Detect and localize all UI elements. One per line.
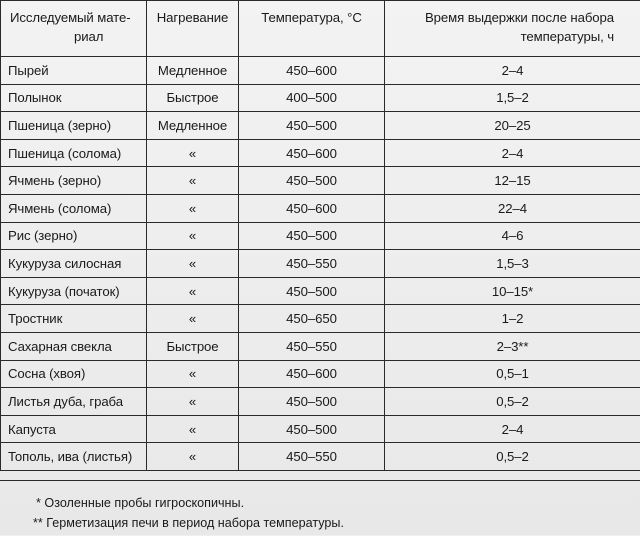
header-hold-line1: Время выдержки после набора [385, 8, 614, 27]
cell-temperature: 450–600 [239, 139, 385, 167]
table-row [1, 332, 640, 360]
cell-heating: Быстрое [147, 84, 239, 112]
table-row [1, 415, 640, 443]
cell-temperature: 450–600 [239, 57, 385, 85]
table-row [1, 443, 640, 471]
cell-temperature: 450–650 [239, 305, 385, 333]
table-row [1, 112, 640, 140]
cell-material: Кукуруза силосная [1, 250, 147, 278]
cell-heating: Быстрое [147, 332, 239, 360]
cell-temperature: 450–550 [239, 443, 385, 471]
cell-hold-time: 0,5–2 [385, 388, 640, 416]
cell-material: Тополь, ива (листья) [1, 443, 147, 471]
table-row [1, 194, 640, 222]
footnotes [0, 480, 640, 536]
footnote-sealing: ** Герметизация печи в период набора температуры. [33, 516, 344, 530]
cell-heating: « [147, 360, 239, 388]
header-material [1, 1, 147, 57]
cell-hold-time: 4–6 [385, 222, 640, 250]
table-body [1, 57, 640, 471]
header-hold-time [385, 1, 640, 57]
cell-heating: « [147, 277, 239, 305]
cell-temperature: 450–550 [239, 332, 385, 360]
header-material-line2: риал [10, 27, 146, 46]
table-row [1, 305, 640, 333]
cell-hold-time: 1,5–2 [385, 84, 640, 112]
cell-material: Кукуруза (початок) [1, 277, 147, 305]
cell-heating: « [147, 388, 239, 416]
header-temperature: Температура, °С [239, 1, 385, 57]
cell-material: Рис (зерно) [1, 222, 147, 250]
cell-heating: « [147, 443, 239, 471]
table-row [1, 360, 640, 388]
cell-hold-time: 2–4 [385, 57, 640, 85]
cell-heating: Медленное [147, 57, 239, 85]
cell-material: Пшеница (зерно) [1, 112, 147, 140]
cell-heating: « [147, 305, 239, 333]
cell-temperature: 450–600 [239, 194, 385, 222]
cell-heating: Медленное [147, 112, 239, 140]
cell-temperature: 450–500 [239, 388, 385, 416]
table-row [1, 250, 640, 278]
header-material-line1: Исследуемый мате- [10, 8, 146, 27]
cell-heating: « [147, 194, 239, 222]
cell-material: Пшеница (солома) [1, 139, 147, 167]
cell-temperature: 450–500 [239, 277, 385, 305]
header-hold-line2: температуры, ч [385, 27, 614, 46]
cell-temperature: 450–500 [239, 167, 385, 195]
cell-heating: « [147, 167, 239, 195]
cell-hold-time: 0,5–2 [385, 443, 640, 471]
cell-hold-time: 22–4 [385, 194, 640, 222]
cell-hold-time: 12–15 [385, 167, 640, 195]
cell-material: Листья дуба, граба [1, 388, 147, 416]
table-row [1, 57, 640, 85]
cell-temperature: 450–600 [239, 360, 385, 388]
table-row [1, 222, 640, 250]
cell-temperature: 400–500 [239, 84, 385, 112]
cell-temperature: 450–550 [239, 250, 385, 278]
cell-heating: « [147, 250, 239, 278]
cell-hold-time: 0,5–1 [385, 360, 640, 388]
cell-material: Тростник [1, 305, 147, 333]
cell-material: Пырей [1, 57, 147, 85]
cell-temperature: 450–500 [239, 222, 385, 250]
cell-hold-time: 1–2 [385, 305, 640, 333]
table-header-row [1, 1, 640, 57]
table-row [1, 139, 640, 167]
table-row [1, 277, 640, 305]
table-row [1, 84, 640, 112]
table-row [1, 388, 640, 416]
cell-heating: « [147, 415, 239, 443]
cell-material: Ячмень (солома) [1, 194, 147, 222]
cell-hold-time: 10–15* [385, 277, 640, 305]
footnote-hygroscopic: * Озоленные пробы гигроскопичны. [36, 496, 244, 510]
cell-material: Сосна (хвоя) [1, 360, 147, 388]
header-heating: Нагревание [147, 1, 239, 57]
cell-hold-time: 2–3** [385, 332, 640, 360]
cell-hold-time: 1,5–3 [385, 250, 640, 278]
cell-material: Капуста [1, 415, 147, 443]
cell-temperature: 450–500 [239, 112, 385, 140]
table-row [1, 167, 640, 195]
cell-temperature: 450–500 [239, 415, 385, 443]
cell-hold-time: 20–25 [385, 112, 640, 140]
cell-heating: « [147, 222, 239, 250]
cell-heating: « [147, 139, 239, 167]
cell-material: Ячмень (зерно) [1, 167, 147, 195]
cell-material: Полынок [1, 84, 147, 112]
cell-material: Сахарная свекла [1, 332, 147, 360]
cell-hold-time: 2–4 [385, 139, 640, 167]
cell-hold-time: 2–4 [385, 415, 640, 443]
